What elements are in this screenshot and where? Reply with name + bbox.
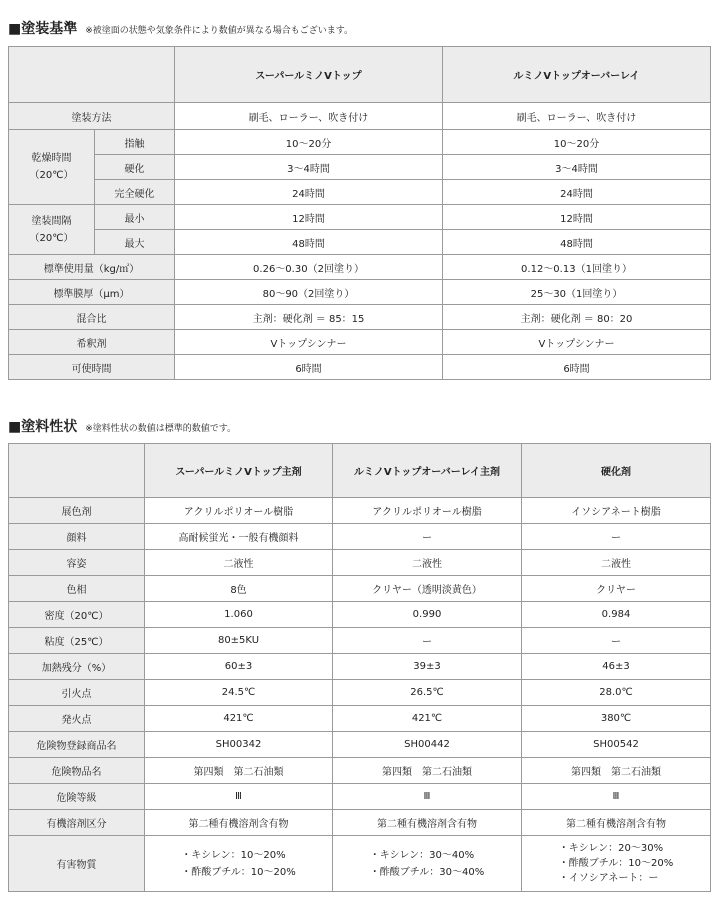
cell: 380℃	[522, 706, 711, 732]
row-label: 有害物質	[9, 836, 145, 892]
cell: ー	[333, 524, 522, 550]
cell: Vトップシンナー	[175, 330, 443, 355]
section-note: ※塗料性状の数値は標準的数値です。	[85, 424, 237, 434]
cell: 第二種有機溶剤含有物	[145, 810, 333, 836]
header-empty	[9, 47, 175, 103]
cell: 二液性	[333, 550, 522, 576]
coating-standard-table	[8, 46, 711, 380]
row-label: 展色剤	[9, 498, 145, 524]
harmful-cell-b: ・キシレン：30〜40% ・酢酸ブチル：30〜40%	[333, 836, 522, 892]
sub-label: 最大	[95, 230, 175, 255]
cell: 10〜20分	[443, 130, 711, 155]
cell: 第二種有機溶剤含有物	[333, 810, 522, 836]
header-product-a: スーパールミノVトップ	[175, 47, 443, 103]
table-row	[9, 654, 711, 680]
table-row	[9, 628, 711, 654]
row-label: 混合比	[9, 305, 175, 330]
row-label: 色相	[9, 576, 145, 602]
harmful-cell-a: ・キシレン：10〜20% ・酢酸ブチル：10〜20%	[145, 836, 333, 892]
cell: 0.26〜0.30（2回塗り）	[175, 255, 443, 280]
cell: 主剤：硬化剤 ＝ 85：15	[175, 305, 443, 330]
row-label: 引火点	[9, 680, 145, 706]
cell: 6時間	[443, 355, 711, 380]
cell: 刷毛、ローラー、吹き付け	[175, 103, 443, 130]
cell: 3〜4時間	[443, 155, 711, 180]
cell: 24.5℃	[145, 680, 333, 706]
row-label: 顔料	[9, 524, 145, 550]
row-label: 危険等級	[9, 784, 145, 810]
table-row	[9, 810, 711, 836]
cell: 12時間	[175, 205, 443, 230]
row-label: 加熱残分（%）	[9, 654, 145, 680]
cell: 3〜4時間	[175, 155, 443, 180]
cell: 第二種有機溶剤含有物	[522, 810, 711, 836]
cell: イソシアネート樹脂	[522, 498, 711, 524]
cell: 1.060	[145, 602, 333, 628]
cell: アクリルポリオール樹脂	[333, 498, 522, 524]
cell: 0.984	[522, 602, 711, 628]
cell: ー	[333, 628, 522, 654]
table-row	[9, 550, 711, 576]
cell: 421℃	[145, 706, 333, 732]
table-row	[9, 680, 711, 706]
cell: アクリルポリオール樹脂	[145, 498, 333, 524]
cell: 48時間	[175, 230, 443, 255]
cell: 24時間	[175, 180, 443, 205]
properties-rows	[9, 498, 711, 836]
cell: 刷毛、ローラー、吹き付け	[443, 103, 711, 130]
cell: SH00342	[145, 732, 333, 758]
cell: 高耐候蛍光・一般有機顔料	[145, 524, 333, 550]
interval-group-label: 塗装間隔 （20℃）	[9, 205, 95, 255]
row-label: 有機溶剤区分	[9, 810, 145, 836]
cell: 80±5KU	[145, 628, 333, 654]
cell: 48時間	[443, 230, 711, 255]
cell: 25〜30（1回塗り）	[443, 280, 711, 305]
table-row	[9, 602, 711, 628]
table-row	[9, 758, 711, 784]
cell: 39±3	[333, 654, 522, 680]
cell: 6時間	[175, 355, 443, 380]
sub-label: 最小	[95, 205, 175, 230]
cell: 26.5℃	[333, 680, 522, 706]
cell: 24時間	[443, 180, 711, 205]
sub-label: 完全硬化	[95, 180, 175, 205]
cell: 0.12〜0.13（1回塗り）	[443, 255, 711, 280]
cell: 10〜20分	[175, 130, 443, 155]
header-empty	[9, 444, 145, 498]
row-label: 希釈剤	[9, 330, 175, 355]
cell: Vトップシンナー	[443, 330, 711, 355]
cell: 46±3	[522, 654, 711, 680]
row-label: 粘度（25℃）	[9, 628, 145, 654]
cell: 12時間	[443, 205, 711, 230]
cell: Ⅲ	[333, 784, 522, 810]
cell: SH00542	[522, 732, 711, 758]
header-product-b: ルミノVトップオーバーレイ	[443, 47, 711, 103]
cell: 8色	[145, 576, 333, 602]
header-product-a: スーパールミノVトップ主剤	[145, 444, 333, 498]
row-label: 危険物品名	[9, 758, 145, 784]
row-label: 塗装方法	[9, 103, 175, 130]
drying-group-label: 乾燥時間 （20℃）	[9, 130, 95, 205]
paint-properties-table	[8, 443, 711, 892]
cell: 主剤：硬化剤 ＝ 80：20	[443, 305, 711, 330]
section-title-paint-properties: ■塗料性状 ※塗料性状の数値は標準的数値です。	[8, 419, 237, 435]
cell: 28.0℃	[522, 680, 711, 706]
cell: 二液性	[522, 550, 711, 576]
header-hardener: 硬化剤	[522, 444, 711, 498]
row-label: 危険物登録商品名	[9, 732, 145, 758]
cell: クリヤー	[522, 576, 711, 602]
table-row	[9, 498, 711, 524]
cell: 第四類 第二石油類	[145, 758, 333, 784]
cell: 0.990	[333, 602, 522, 628]
cell: ー	[522, 524, 711, 550]
table-row	[9, 576, 711, 602]
cell: SH00442	[333, 732, 522, 758]
cell: Ⅲ	[145, 784, 333, 810]
row-label: 発火点	[9, 706, 145, 732]
row-label: 容姿	[9, 550, 145, 576]
cell: 第四類 第二石油類	[333, 758, 522, 784]
cell: 二液性	[145, 550, 333, 576]
table-row	[9, 784, 711, 810]
header-product-b: ルミノVトップオーバーレイ主剤	[333, 444, 522, 498]
table-row	[9, 732, 711, 758]
sub-label: 硬化	[95, 155, 175, 180]
cell: 421℃	[333, 706, 522, 732]
table-row	[9, 524, 711, 550]
cell: 60±3	[145, 654, 333, 680]
harmful-cell-c: ・キシレン：20〜30% ・酢酸ブチル：10〜20% ・イソシアネート：ー	[522, 836, 711, 892]
cell: ー	[522, 628, 711, 654]
row-label: 可使時間	[9, 355, 175, 380]
row-label: 密度（20℃）	[9, 602, 145, 628]
cell: 第四類 第二石油類	[522, 758, 711, 784]
cell: クリヤー（透明淡黄色）	[333, 576, 522, 602]
section-title-coating-standard: ■塗装基準 ※被塗面の状態や気象条件により数値が異なる場合もございます。	[8, 21, 354, 37]
sub-label: 指触	[95, 130, 175, 155]
cell: 80〜90（2回塗り）	[175, 280, 443, 305]
table-row	[9, 706, 711, 732]
row-label: 標準膜厚（μm）	[9, 280, 175, 305]
section-note: ※被塗面の状態や気象条件により数値が異なる場合もございます。	[85, 26, 354, 36]
row-label: 標準使用量（kg/㎡）	[9, 255, 175, 280]
cell: Ⅲ	[522, 784, 711, 810]
